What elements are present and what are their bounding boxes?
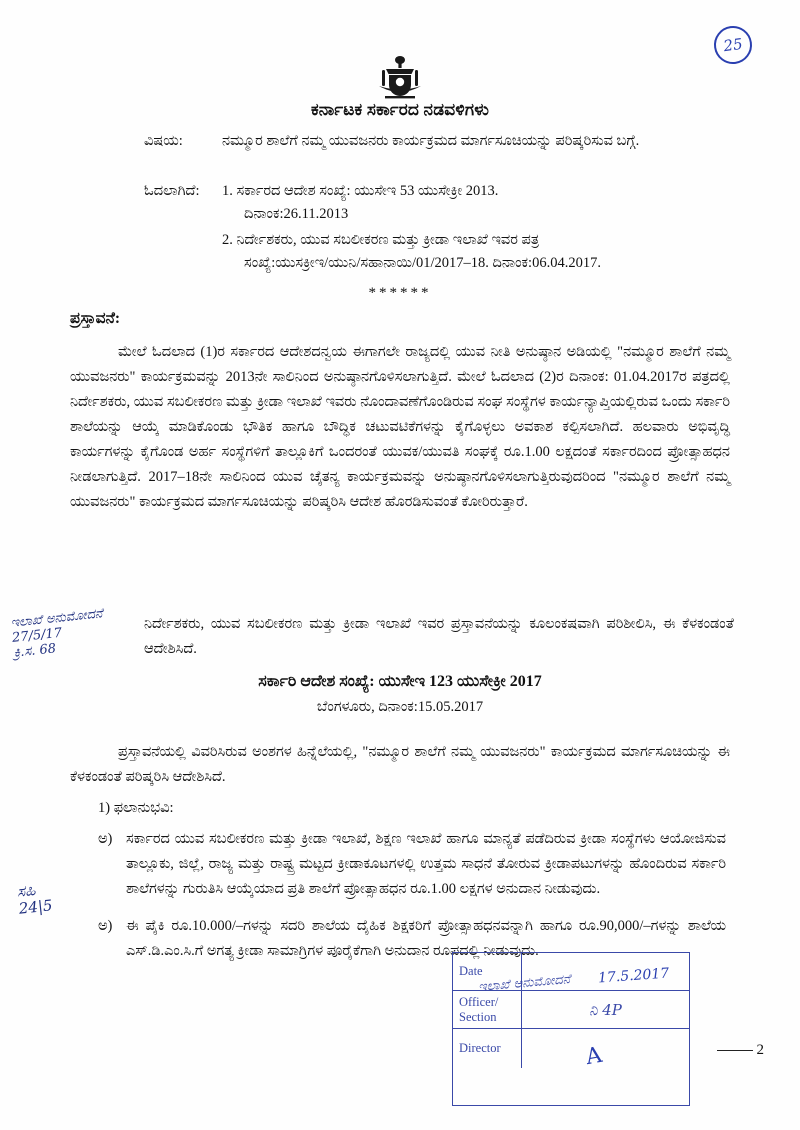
list-item-bullet: ಅ) — [98, 831, 113, 847]
reference-label: ಓದಲಾಗಿದೆ: — [144, 183, 200, 199]
second-paragraph: ನಿರ್ದೇಶಕರು, ಯುವ ಸಬಲೀಕರಣ ಮತ್ತು ಕ್ರೀಡಾ ಇಲಾಖೆ ಇವರ ಪ್ರಸ್ತಾವನೆಯನ್ನು ಕೂಲಂಕಷವಾಗಿ ಪರಿಶೀಲಿಸಿ, ಈ ಕೆಳಕಂಡಂತೆ ಆದೇಶಿಸಿದೆ. — [144, 616, 734, 658]
list-item — [98, 827, 726, 902]
reference-line-2: ದಿನಾಂಕ:26.11.2013 — [244, 206, 349, 223]
stamp-overlay-note: ಇಲಾಖೆ ಅನುಮೋದನೆ — [477, 971, 572, 996]
stamp-label-director: Director — [453, 1029, 522, 1068]
guidelines-list — [98, 800, 738, 976]
reference-item — [222, 229, 722, 276]
karnataka-emblem-icon — [369, 52, 431, 100]
list-item-text: ಸರ್ಕಾರದ ಯುವ ಸಬಲೀಕರಣ ಮತ್ತು ಕ್ರೀಡಾ ಇಲಾಖೆ, ಶಿಕ್ಷಣ ಇಲಾಖೆ ಹಾಗೂ ಮಾನ್ಯತೆ ಪಡೆದಿರುವ ಕ್ರೀಡಾ ಸಂಸ್ಥೆಗಳು ಆಯೋಜಿಸುವ ತಾಲ್ಲೂಕು, ಜಿಲ್ಲೆ, ರಾಜ್ಯ ಮತ್ತು ರಾಷ್ಟ್ರ ಮಟ್ಟದ ಕ್ರೀಡಾಕೂಟಗಳಲ್ಲಿ ಉತ್ತಮ ಸಾಧನೆ ತೋರುವ ಕ್ರೀಡಾಪಟುಗಳನ್ನು ಹೊಂದಿರುವ ಸರ್ಕಾರಿ ಶಾಲೆಗಳನ್ನು ಗುರುತಿಸಿ ಆಯ್ಕೆಯಾದ ಪ್ರತಿ ಶಾಲೆಗೆ ಪ್ರೋತ್ಸಾಹಧನ ರೂ.1.00 ಲಕ್ಷಗಳ ಅನುದಾನ ನೀಡುವುದು. — [126, 831, 726, 897]
subject-text: ನಮ್ಮೂರ ಶಾಲೆಗೆ ನಮ್ಮ ಯುವಜನರು ಕಾರ್ಯಕ್ರಮದ ಮಾರ್ಗಸೂಚಿಯನ್ನು ಪರಿಷ್ಕರಿಸುವ ಬಗ್ಗೆ. — [222, 133, 640, 149]
list-heading-row — [98, 800, 738, 817]
list-heading: ಫಲಾನುಭವಿ: — [113, 800, 174, 816]
reference-line-2: ಸಂಖ್ಯೆ:ಯುಸಕ್ರೀಇ/ಯುನಿ/ಸಹಾನಾಯಿ/01/2017–18. ದಿನಾಂಕ:06.04.2017. — [244, 255, 601, 272]
margin-signature: ಸಹಿ — [16, 880, 37, 901]
page-title: ಕರ್ನಾಟಕ ಸರ್ಕಾರದ ನಡವಳಿಗಳು — [310, 100, 490, 119]
reference-block — [144, 180, 744, 278]
order-number: ಸರ್ಕಾರಿ ಆದೇಶ ಸಂಖ್ಯೆ: ಯುಸೇಇ 123 ಯುಸೇಕ್ರೀ 2017 — [258, 673, 542, 690]
reference-line-1: ನಿರ್ದೇಶಕರು, ಯುವ ಸಬಲೀಕರಣ ಮತ್ತು ಕ್ರೀಡಾ ಇಲಾಖೆ ಇವರ ಪತ್ರ — [236, 231, 540, 248]
reference-list — [222, 180, 722, 278]
subject-block — [144, 130, 744, 153]
margin-handwritten-note-1 — [10, 607, 107, 661]
stamp-row — [453, 991, 689, 1029]
margin-note-line-3: ಕ್ರಿ.ಸ. 68 — [12, 641, 57, 661]
preamble-paragraph: ಮೇಲೆ ಓದಲಾದ (1)ರ ಸರ್ಕಾರದ ಆದೇಶದನ್ವಯ ಈಗಾಗಲೇ ರಾಜ್ಯದಲ್ಲಿ ಯುವ ನೀತಿ ಅನುಷ್ಠಾನ ಅಡಿಯಲ್ಲಿ "ನಮ್ಮೂರ ಶಾಲೆಗೆ ನಮ್ಮ ಯುವಜನರು" ಕಾರ್ಯಕ್ರಮವನ್ನು 2013ನೇ ಸಾಲಿನಿಂದ ಅನುಷ್ಠಾನಗೊಳಿಸಲಾಗುತ್ತಿದೆ. ಮೇಲೆ ಓದಲಾದ (2)ರ ದಿನಾಂಕ: 01.04.2017ರ ಪತ್ರದಲ್ಲಿ ನಿರ್ದೇಶಕರು, ಯುವ ಸಬಲೀಕರಣ ಮತ್ತು ಕ್ರೀಡಾ ಇಲಾಖೆ ಇವರು ನೊಂದಾವಣೆಗೊಂಡಿರುವ ಸಂಘ ಸಂಸ್ಥೆಗಳ ಕಾರ್ಯನ್ಯಾಪ್ತಿಯಲ್ಲಿರುವ ಒಂದು ಸರ್ಕಾರಿ ಶಾಲೆಯನ್ನು ಆಯ್ಕೆ ಮಾಡಿಕೊಂಡು ಭೌತಿಕ ಹಾಗೂ ಬೌದ್ಧಿಕ ಚಟುವಟಿಕೆಗಳನ್ನು ಕೈಗೊಳ್ಳಲು ಅವಕಾಶ ಕಲ್ಪಿಸಲಾಗಿದೆ. ಹಲವಾರು ಅಭಿವೃದ್ಧಿ ಕಾರ್ಯಗಳನ್ನು ಕೈಗೊಂಡ ಅರ್ಹ ಸಂಸ್ಥೆಗಳಿಗೆ ತಾಲ್ಲೂಕಿಗೆ ಒಂದರಂತೆ ಯುವಕ/ಯುವತಿ ಸಂಘಕ್ಕೆ ರೂ.1.00 ಲಕ್ಷದಂತೆ ಸರ್ಕಾರದಿಂದ ಪ್ರೋತ್ಸಾಹಧನ ನೀಡಲಾಗುತ್ತಿದೆ. 2017–18ನೇ ಸಾಲಿನಿಂದ ಯುವ ಚೈತನ್ಯ ಕಾರ್ಯಕ್ರಮವನ್ನು ಅನುಷ್ಠಾನಗೊಳಿಸಲಾಗುತ್ತಿರುವುದರಿಂದ "ನಮ್ಮೂರ ಶಾಲೆಗೆ ನಮ್ಮ ಯುವಜನರು" ಕಾರ್ಯಕ್ರಮದ ಮಾರ್ಗಸೂಚಿಯನ್ನು ಪರಿಷ್ಕರಿಸಿ ಆದೇಶ ಹೊರಡಿಸುವಂತೆ ಕೋರಿರುತ್ತಾರೆ. — [70, 344, 730, 510]
list-item-bullet: ಅ) — [98, 917, 113, 934]
reference-line-1: ಸರ್ಕಾರದ ಆದೇಶ ಸಂಖ್ಯೆ: ಯುಸೇಇ 53 ಯುಸೇಕ್ರೀ 2013. — [236, 183, 499, 199]
section-separator: ****** — [368, 285, 432, 301]
signature-check-mark: A — [583, 1042, 604, 1071]
subject-label: ವಿಷಯ: — [144, 133, 183, 149]
list-number: 1) — [98, 800, 111, 816]
page-number — [717, 1042, 765, 1059]
margin-note-line-1: ಇಲಾಖೆ ಅನುಮೋದನೆ — [9, 606, 104, 631]
preamble-heading: ಪ್ರಸ್ತಾವನೆ: — [70, 310, 120, 327]
order-place-date: ಬೆಂಗಳೂರು, ದಿನಾಂಕ:15.05.2017 — [316, 699, 484, 715]
stamp-value-officer: ನಿ 4P — [589, 1000, 622, 1019]
margin-signature-date: 24|5 — [17, 896, 54, 918]
stamp-row — [453, 1029, 689, 1071]
reference-number: 2. — [222, 231, 233, 248]
corner-page-mark: 25 — [712, 24, 755, 67]
order-paragraph: ಪ್ರಸ್ತಾವನೆಯಲ್ಲಿ ವಿವರಿಸಿರುವ ಅಂಶಗಳ ಹಿನ್ನೆಲೆಯಲ್ಲಿ, "ನಮ್ಮೂರ ಶಾಲೆಗೆ ನಮ್ಮ ಯುವಜನರು" ಕಾರ್ಯಕ್ರಮದ ಮಾರ್ಗಸೂಚಿಯನ್ನು ಈ ಕೆಳಕಂಡಂತೆ ಪರಿಷ್ಕರಿಸಿ ಆದೇಶಿಸಿದೆ. — [70, 744, 730, 785]
margin-note-line-2: 27/5/17 — [11, 625, 63, 646]
stamp-label-date: Date — [453, 953, 522, 990]
reference-item — [222, 180, 722, 227]
stamp-label-officer: Officer/ Section — [453, 991, 522, 1028]
stamp-handwritten-date: 17.5.2017 — [597, 965, 670, 987]
page-number-dash — [717, 1050, 753, 1051]
reference-number: 1. — [222, 183, 233, 199]
list-item-text: ಈ ಪೈಕಿ ರೂ.10.000/–ಗಳನ್ನು ಸದರಿ ಶಾಲೆಯ ದೈಹಿಕ ಶಿಕ್ಷಕರಿಗೆ ಪ್ರೋತ್ಸಾಹಧನವನ್ನಾಗಿ ಹಾಗೂ ರೂ.90,000/–ಗಳನ್ನು ಶಾಲೆಯ ಎಸ್.ಡಿ.ಎಂ.ಸಿ.ಗೆ ಅಗತ್ಯ ಕ್ರೀಡಾ ಸಾಮಾಗ್ರಿಗಳ ಪೂರೈಕೆಗಾಗಿ ಅನುದಾನ ರೂಪದಲ್ಲಿ ನೀಡುವುದು. — [126, 917, 726, 959]
margin-handwritten-note-2 — [16, 880, 53, 918]
page-number-value: 2 — [756, 1042, 764, 1058]
